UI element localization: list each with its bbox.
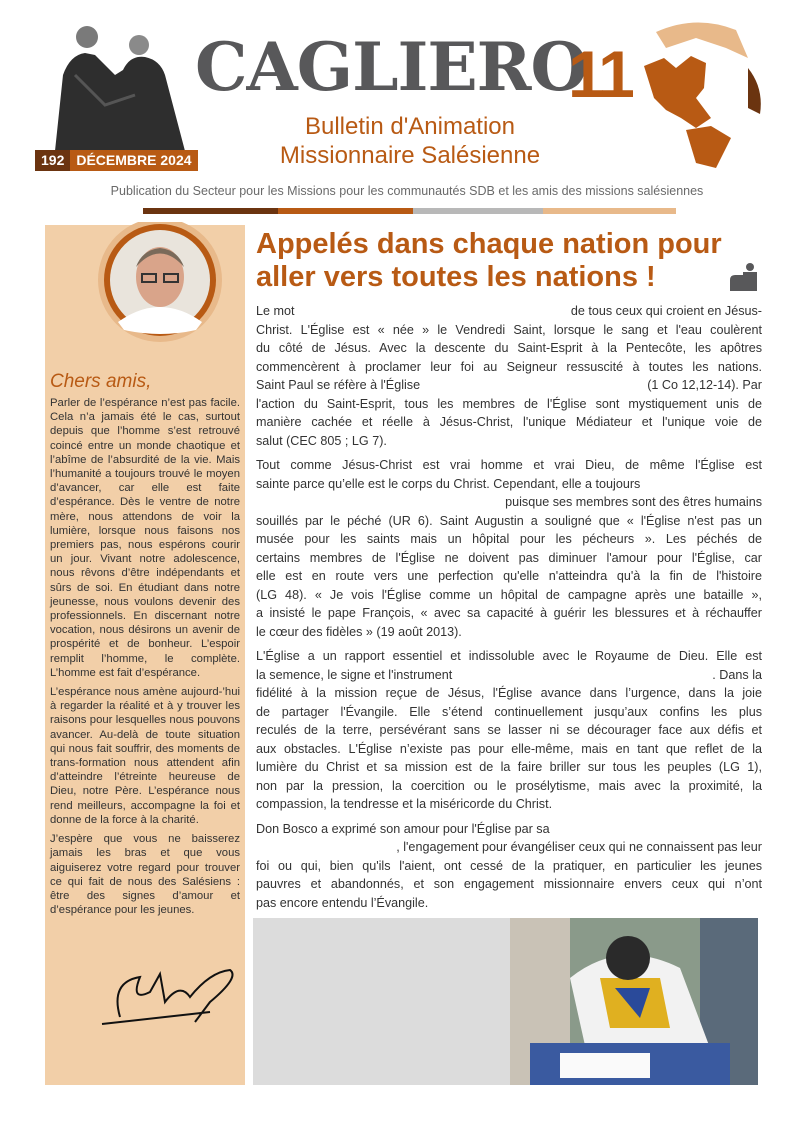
title-line: aller vers toutes les nations ! <box>256 261 656 293</box>
text-line: Christ. L'Église est « née » le Vendredi Saint, lorsque le sang et l'eau coulèrent <box>256 322 762 337</box>
letter-paragraph: Parler de l’espérance n’est pas facile. Cela n’a jamais été le cas, surtout depuis que l’homme s’est retrouvé coincé entre un monde chaotique et l’abîme de l’absurdité de la vie. Mais l’humanité a toujours trouvé le moyen d’avancer, car elle est faite d’espérance. Dès le ventre de notre mère, nous attendons de voir la lumière, lorsque nous faisons nos premiers pas, nous espérons courir un jour. Vivant notre adolescence, nous rêvons d’être indépendants et sûrs de soi. En étudiant dans notre jeunesse, nous voulons devenir des professionnels. En discernant notre vocation, nous désirons un avenir de prospérité et de bonheur. L’espoir remplit l’homme, le complète. L’homme est fait d’espérance. <box>50 397 240 679</box>
article-paragraph <box>256 820 762 913</box>
text-segment: . Dans la <box>712 667 762 682</box>
text-line: salut (CEC 805 ; LG 7). <box>256 433 387 448</box>
text-segment: Le mot <box>256 304 295 318</box>
text-line: lumière du Christ et sa mission est de la faire briller sur tous les peuples (LG 1), <box>256 760 762 774</box>
text-line: a insisté le pape François, « avec sa capacité à guérir les blessures et à réchauffer <box>256 606 762 620</box>
students-photo <box>510 918 758 1085</box>
text-line: compassion, la tendresse et la miséricorde du Christ. <box>256 797 553 811</box>
article-paragraph <box>256 647 762 814</box>
article-paragraph <box>256 456 762 641</box>
text-line: pauvres et abandonnés, et son engagement missionnaire envers ceux qui n’ont <box>256 877 762 891</box>
color-divider <box>143 208 676 214</box>
subtitle-line: Missionnaire Salésienne <box>279 142 541 169</box>
issue-number: 192 <box>35 150 70 171</box>
text-line: commencèrent à proclamer leur foi au Seigneur ressuscité à toutes les nations. <box>256 359 762 374</box>
text-line: elle est en route vers une perfection qu'elle n'atteindra qu'à la fin de l'histoire <box>256 569 762 583</box>
text-line: musée pour les saints mais un hôpital pour les pécheurs ». Les péchés de <box>256 532 762 546</box>
letter-paragraph: L’espérance nous amène aujourd-’hui à regarder la réalité et à y trouver les raisons pour lesquelles nous pouvons avancer. Au-delà de toute situation qui nous fait souffrir, des moments de trans-formation nous attendent afin d’atteindre l’étreinte heureuse de Dieu, notre Père. L’espérance nous rend meilleurs, accompagne la foi et donne de la force à la charité. <box>50 686 240 826</box>
article-body <box>256 302 762 918</box>
info-icon <box>727 262 762 291</box>
title-line: Appelés dans chaque nation pour <box>256 228 722 260</box>
text-line: aux obstacles. L'Église n’existe pas pour elle-même, mais en tant que reflet de la <box>256 741 762 756</box>
text-segment: , l'engagement pour évangéliser ceux qui ne connaissent pas leur <box>396 840 762 854</box>
brand-number: 11 <box>568 37 632 111</box>
signature <box>90 962 240 1032</box>
text-segment: (1 Co 12,12-14). Par <box>647 378 762 392</box>
text-line: du côté de Jésus. Avec la descente du Saint-Esprit à la Pentecôte, les apôtres <box>256 341 762 355</box>
text-line: Tout comme Jésus-Christ est vrai homme et vrai Dieu, de même l'Église est <box>256 458 762 472</box>
text-line: foi ou qui, bien qu'ils l'aient, ont cessé de la pratiquer, en particulier les jeunes <box>256 858 762 873</box>
subtitle-line: Bulletin d'Animation <box>304 113 516 140</box>
issue-date: DÉCEMBRE 2024 <box>70 150 197 171</box>
text-segment: sainte parce qu’elle est le corps du Christ. Cependant, elle a toujours <box>256 476 641 491</box>
globe-logo-icon <box>636 18 766 170</box>
article-paragraph <box>256 302 762 450</box>
text-line: le cœur des fidèles » (19 août 2013). <box>256 624 462 639</box>
gray-panel <box>253 918 510 1085</box>
letter-body <box>50 396 240 922</box>
subtitle <box>230 112 590 170</box>
text-line: manière cachée et réelle à Jésus-Christ, l'unique Médiateur et l'unique voie de <box>256 415 762 429</box>
text-line: souillés par le péché (UR 6). Saint Augustin a souligné que « l'Église n'est pas un <box>256 513 762 528</box>
text-line <box>256 475 762 494</box>
author-portrait <box>78 222 238 362</box>
issue-badge <box>35 150 198 171</box>
text-line: certains membres de l'Église ne doivent pas diminuer l'amour pour l'Église, car <box>256 550 762 565</box>
text-line <box>256 838 762 857</box>
text-line: de partager l'Évangile. Elle s’étend continuellement jusqu’aux confins les plus <box>256 704 762 719</box>
text-line: (LG 48). « Je vois l'Église comme un hôpital de campagne après une bataille », <box>256 587 762 602</box>
founders-photo <box>45 15 195 151</box>
text-line: reculés de la terre, persévérant sans se lasser ni se décourager face aux défis et <box>256 723 762 737</box>
article-title <box>256 228 766 294</box>
text-line <box>256 820 762 839</box>
text-line <box>256 376 762 395</box>
text-line <box>256 302 762 321</box>
text-line <box>256 666 762 685</box>
brand-title: CAGLIERO <box>195 28 588 106</box>
text-line: non par la pression, la coercition ou le prosélytisme, mais avec la proximité, la <box>256 778 762 793</box>
publication-line: Publication du Secteur pour les Missions pour les communautés SDB et les amis des missions salésiennes <box>110 184 704 198</box>
text-segment: la semence, le signe et l'instrument <box>256 667 453 682</box>
text-line: l'action du Saint-Esprit, tous les membres de l'Église sont mystiquement unis de <box>256 396 762 411</box>
text-line <box>256 493 762 512</box>
text-segment: de tous ceux qui croient en Jésus- <box>570 304 762 318</box>
text-line: fidélité à la mission reçue de Jésus, l'Église avance dans l’urgence, dans la joie <box>256 686 762 700</box>
letter-greeting: Chers amis, <box>50 371 152 392</box>
text-segment: puisque ses membres sont des êtres humains <box>505 495 762 509</box>
text-segment: Saint Paul se réfère à l'Église <box>256 378 421 392</box>
text-segment: Don Bosco a exprimé son amour pour l'Église par sa <box>256 821 550 836</box>
text-line: L'Église a un rapport essentiel et indissoluble avec le Royaume de Dieu. Elle est <box>256 649 762 663</box>
text-line: pas encore entendu l’Évangile. <box>256 895 429 910</box>
letter-paragraph: J’espère que vous ne baisserez jamais les bras et que vous aiguiserez votre regard pour trouver ce qui fait de nous des Salésiens : être des signes d’amour et d’espérance pour les jeunes. <box>50 833 240 917</box>
